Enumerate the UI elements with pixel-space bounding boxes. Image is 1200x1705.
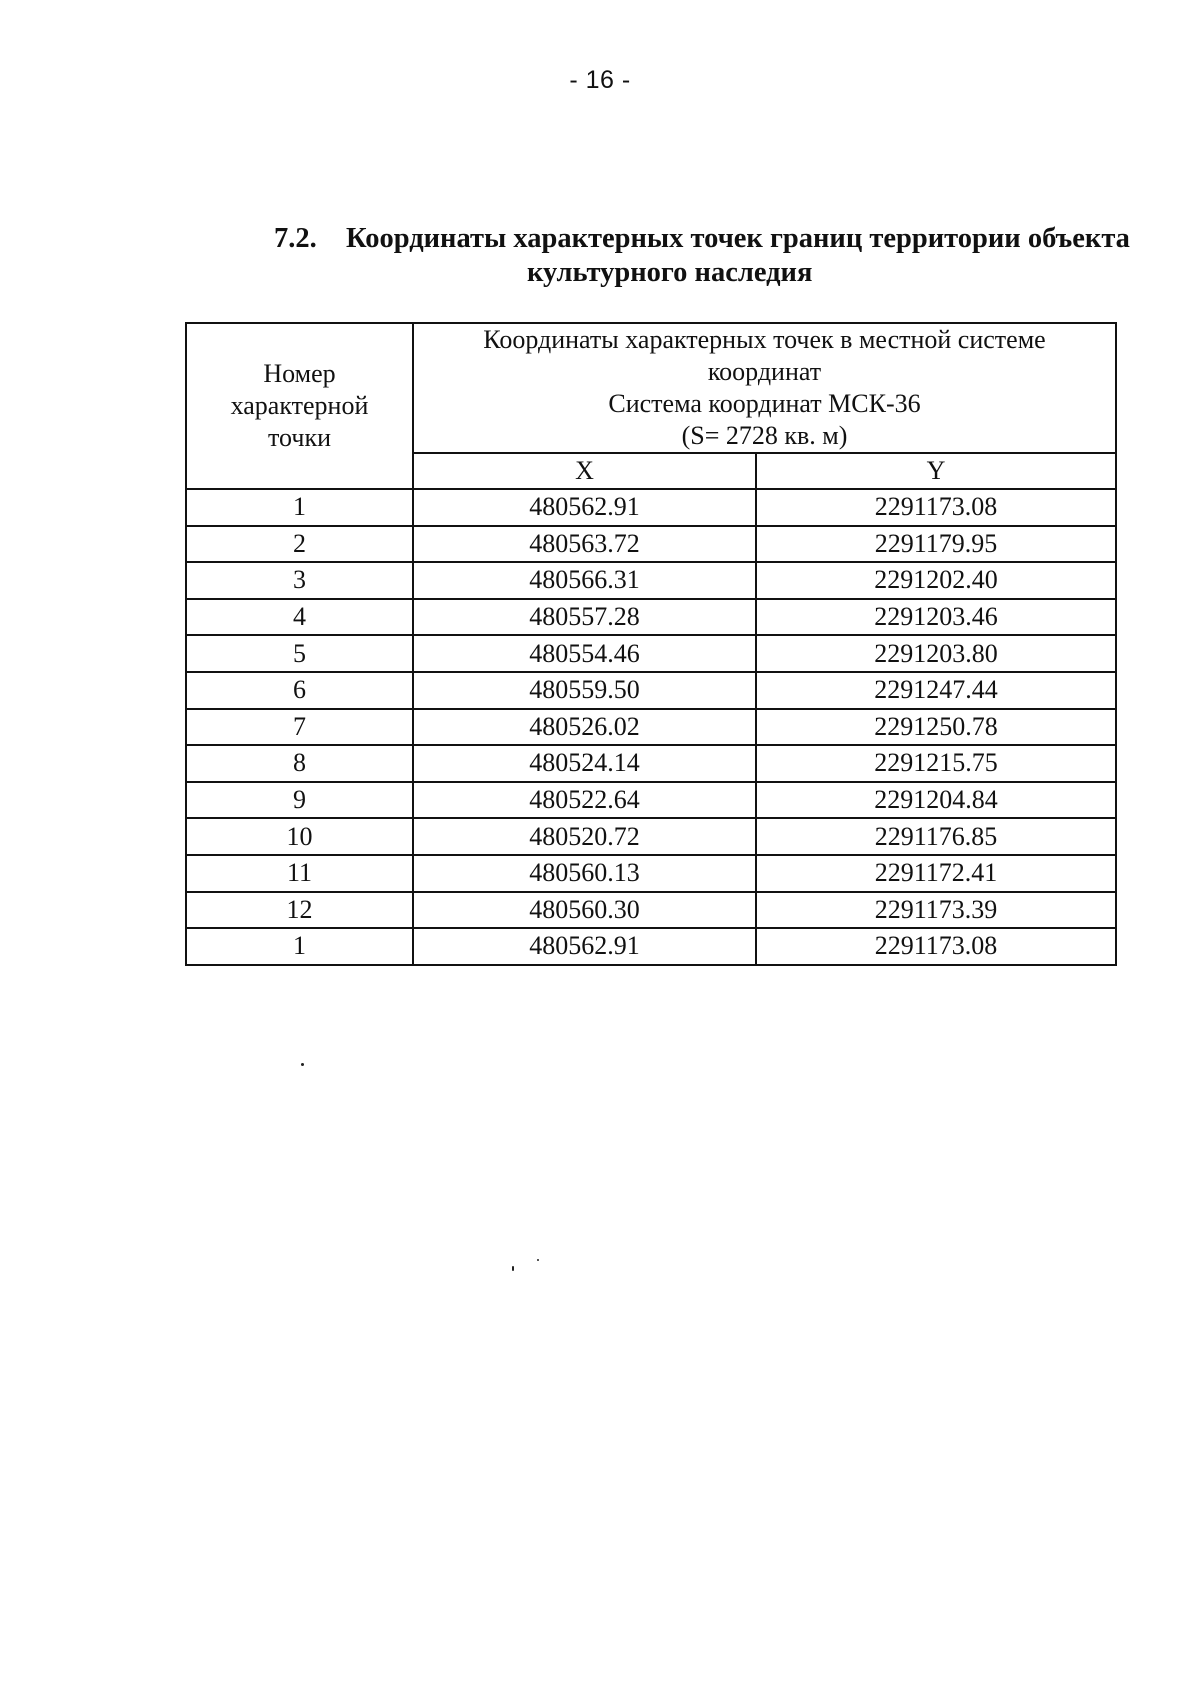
table-row (186, 599, 1116, 636)
section-title-line1: Координаты характерных точек границ территории объекта (346, 223, 1130, 254)
system-header-line: координат (707, 357, 822, 386)
x-cell: 480557.28 (413, 599, 756, 636)
point-cell: 1 (186, 928, 413, 965)
page-number: - 16 - (569, 66, 631, 94)
point-header-line: Номер (263, 359, 336, 388)
y-cell: 2291173.08 (756, 928, 1116, 965)
point-cell: 7 (186, 709, 413, 746)
y-cell: 2291203.80 (756, 635, 1116, 672)
system-header-line: Координаты характерных точек в местной системе (483, 325, 1046, 354)
x-cell: 480520.72 (413, 818, 756, 855)
point-cell: 6 (186, 672, 413, 709)
point-cell: 1 (186, 489, 413, 526)
point-cell: 2 (186, 526, 413, 563)
point-cell: 4 (186, 599, 413, 636)
x-column-header: X (413, 453, 756, 489)
table-row (186, 489, 1116, 526)
table-row (186, 562, 1116, 599)
section-title-line2: культурного наследия (527, 257, 813, 288)
point-number-header (186, 323, 413, 489)
section-number: 7.2. (274, 223, 317, 254)
table-row (186, 818, 1116, 855)
x-cell: 480559.50 (413, 672, 756, 709)
table-row (186, 709, 1116, 746)
x-cell: 480524.14 (413, 745, 756, 782)
x-cell: 480554.46 (413, 635, 756, 672)
point-cell: 11 (186, 855, 413, 892)
y-cell: 2291179.95 (756, 526, 1116, 563)
point-cell: 5 (186, 635, 413, 672)
y-cell: 2291204.84 (756, 782, 1116, 819)
table-row (186, 928, 1116, 965)
coordinate-system-header (413, 323, 1116, 453)
x-cell: 480560.13 (413, 855, 756, 892)
table-body (186, 489, 1116, 965)
point-cell: 9 (186, 782, 413, 819)
system-header-line: (S= 2728 кв. м) (681, 421, 848, 450)
table-row (186, 672, 1116, 709)
x-cell: 480560.30 (413, 892, 756, 929)
table-row (186, 745, 1116, 782)
y-cell: 2291172.41 (756, 855, 1116, 892)
point-header-line: характерной (230, 391, 369, 420)
y-cell: 2291202.40 (756, 562, 1116, 599)
system-header-line: Система координат МСК-36 (608, 389, 921, 418)
y-column-header: Y (756, 453, 1116, 489)
point-cell: 3 (186, 562, 413, 599)
scan-artifact-dot (512, 1266, 514, 1271)
point-cell: 12 (186, 892, 413, 929)
y-cell: 2291203.46 (756, 599, 1116, 636)
x-cell: 480563.72 (413, 526, 756, 563)
y-cell: 2291247.44 (756, 672, 1116, 709)
x-cell: 480562.91 (413, 489, 756, 526)
scan-artifact-dot (301, 1063, 304, 1066)
section-title (274, 222, 1144, 290)
x-cell: 480566.31 (413, 562, 756, 599)
x-cell: 480562.91 (413, 928, 756, 965)
scan-artifact-dot (537, 1259, 539, 1261)
x-cell: 480526.02 (413, 709, 756, 746)
y-cell: 2291173.39 (756, 892, 1116, 929)
y-cell: 2291250.78 (756, 709, 1116, 746)
table-row (186, 635, 1116, 672)
y-cell: 2291215.75 (756, 745, 1116, 782)
x-cell: 480522.64 (413, 782, 756, 819)
y-cell: 2291173.08 (756, 489, 1116, 526)
coordinates-table (185, 322, 1117, 966)
table-row (186, 855, 1116, 892)
point-cell: 8 (186, 745, 413, 782)
point-header-line: точки (268, 423, 331, 452)
point-cell: 10 (186, 818, 413, 855)
table-row (186, 892, 1116, 929)
y-cell: 2291176.85 (756, 818, 1116, 855)
table-row (186, 782, 1116, 819)
table-row (186, 526, 1116, 563)
